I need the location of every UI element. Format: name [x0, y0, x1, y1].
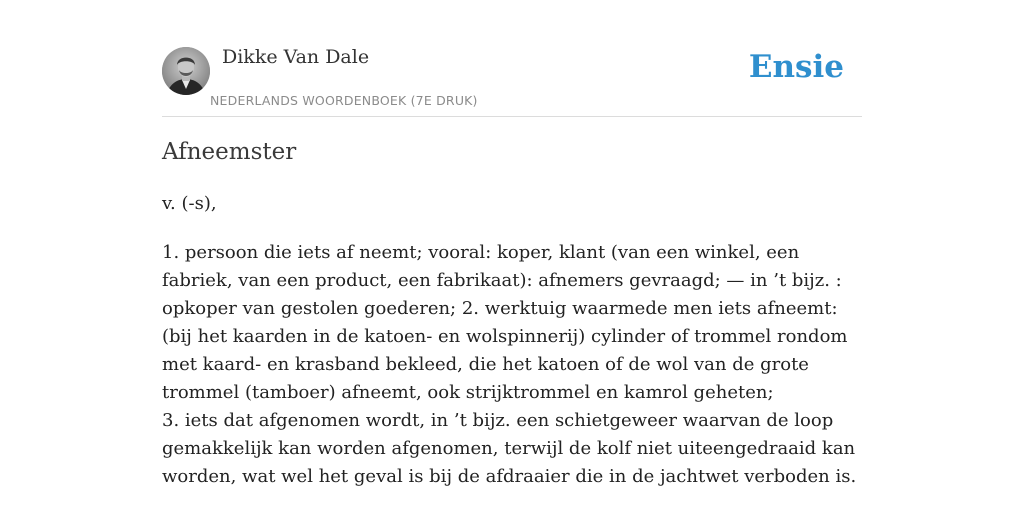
entry-title: Afneemster	[162, 139, 297, 165]
source-label[interactable]: NEDERLANDS WOORDENBOEK (7E DRUK)	[210, 93, 478, 108]
entry-grammar: v. (-s),	[162, 193, 217, 214]
author-name[interactable]: Dikke Van Dale	[222, 46, 370, 68]
portrait-icon	[162, 47, 210, 95]
definition-paragraph: 1. persoon die iets af neemt; vooral: koper, klant (van een winkel, een fabriek, van een product, een fabrikaat): afnemers gevraagd; — in ’t bijz. : opkoper van gestolen goederen; 2. werktuig waarmede men iets afneemt: (bij het kaarden in de katoen- en wolspinnerij) cylinder of trommel rondom met kaard- en krasband bekleed, die het katoen of de wol van de grote trommel (tamboer) afneemt, ook strijktrommel en kamrol geheten;	[162, 242, 848, 403]
definition-paragraph: 3. iets dat afgenomen wordt, in ’t bijz. een schietgeweer waarvan de loop gemakkelijk kan worden afgenomen, terwijl de kolf niet uiteengedraaid kan worden, wat wel het geval is bij de afdraaier die in de jachtwet verboden is.	[162, 410, 857, 487]
header	[162, 45, 862, 117]
entry-definition	[162, 239, 862, 491]
author-avatar[interactable]	[162, 47, 210, 95]
brand-logo[interactable]: Ensie	[748, 49, 844, 85]
